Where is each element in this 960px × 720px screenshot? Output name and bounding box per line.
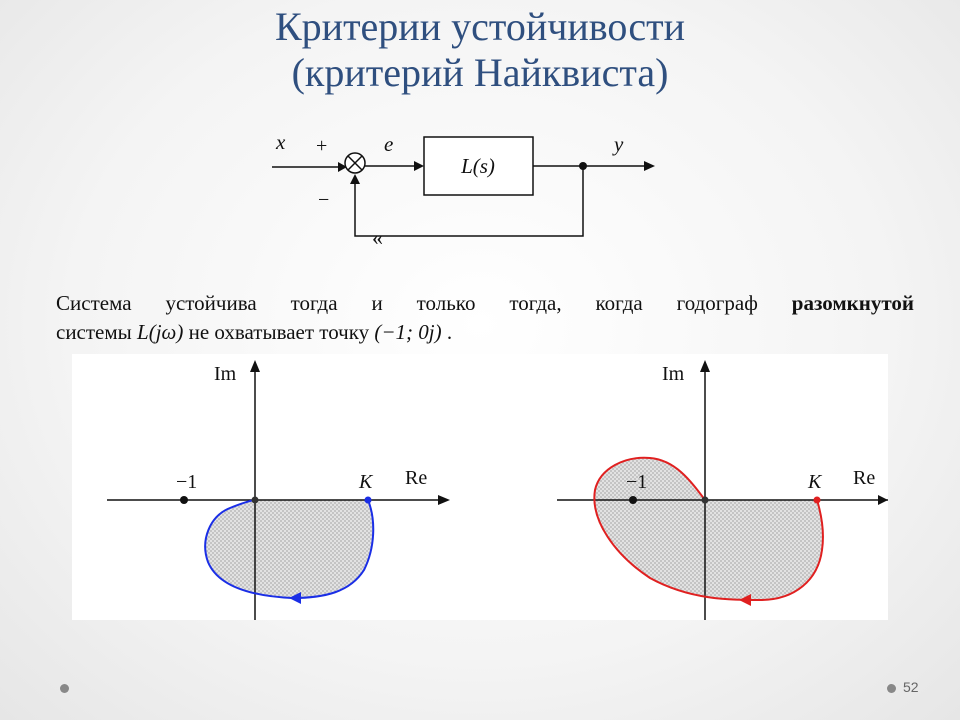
- statement-prefix: системы: [56, 320, 132, 344]
- im-label: Im: [214, 363, 237, 385]
- minus-one-label: −1: [626, 471, 648, 493]
- k-point: [814, 497, 821, 504]
- minus-one-label: −1: [176, 471, 198, 493]
- footer-dot-left: [60, 684, 69, 693]
- output-arrow: [644, 161, 655, 171]
- minus-one-point: [629, 496, 637, 504]
- statement-function: L(jω): [137, 320, 184, 344]
- re-label: Re: [853, 467, 876, 489]
- footer-dot-right: [887, 684, 896, 693]
- im-label: Im: [662, 363, 685, 385]
- statement-middle: не охватывает точку: [188, 320, 370, 344]
- title-line-1: Критерии устойчивости: [274, 4, 686, 49]
- block-label: L(s): [461, 154, 495, 178]
- minus-sign: −: [318, 189, 330, 211]
- origin-point: [252, 497, 259, 504]
- statement-line-2: [56, 318, 914, 347]
- output-label: y: [614, 132, 624, 156]
- error-arrow: [414, 161, 424, 171]
- block-diagram: [272, 137, 655, 236]
- re-label: Re: [405, 467, 428, 489]
- k-label: K: [808, 471, 822, 493]
- error-label: e: [384, 132, 394, 156]
- origin-point: [702, 497, 709, 504]
- statement-bold-word: разомкнутой: [791, 291, 915, 315]
- k-point: [365, 497, 372, 504]
- feedback-marker: «: [372, 225, 383, 250]
- page-number: 52: [903, 679, 919, 695]
- statement-text: Система устойчива тогда и только тогда, когда годограф: [56, 291, 758, 315]
- statement-line-1: [56, 289, 914, 318]
- plus-sign: +: [316, 135, 328, 157]
- statement-end: .: [446, 320, 453, 344]
- feedback-arrow: [350, 174, 360, 184]
- enclosed-region: [205, 500, 373, 598]
- k-label: K: [359, 471, 373, 493]
- input-label: x: [276, 130, 286, 154]
- minus-one-point: [180, 496, 188, 504]
- title-line-2: (критерий Найквиста): [291, 50, 669, 95]
- statement-point: (−1; 0j): [374, 320, 442, 344]
- stability-statement: [56, 289, 914, 347]
